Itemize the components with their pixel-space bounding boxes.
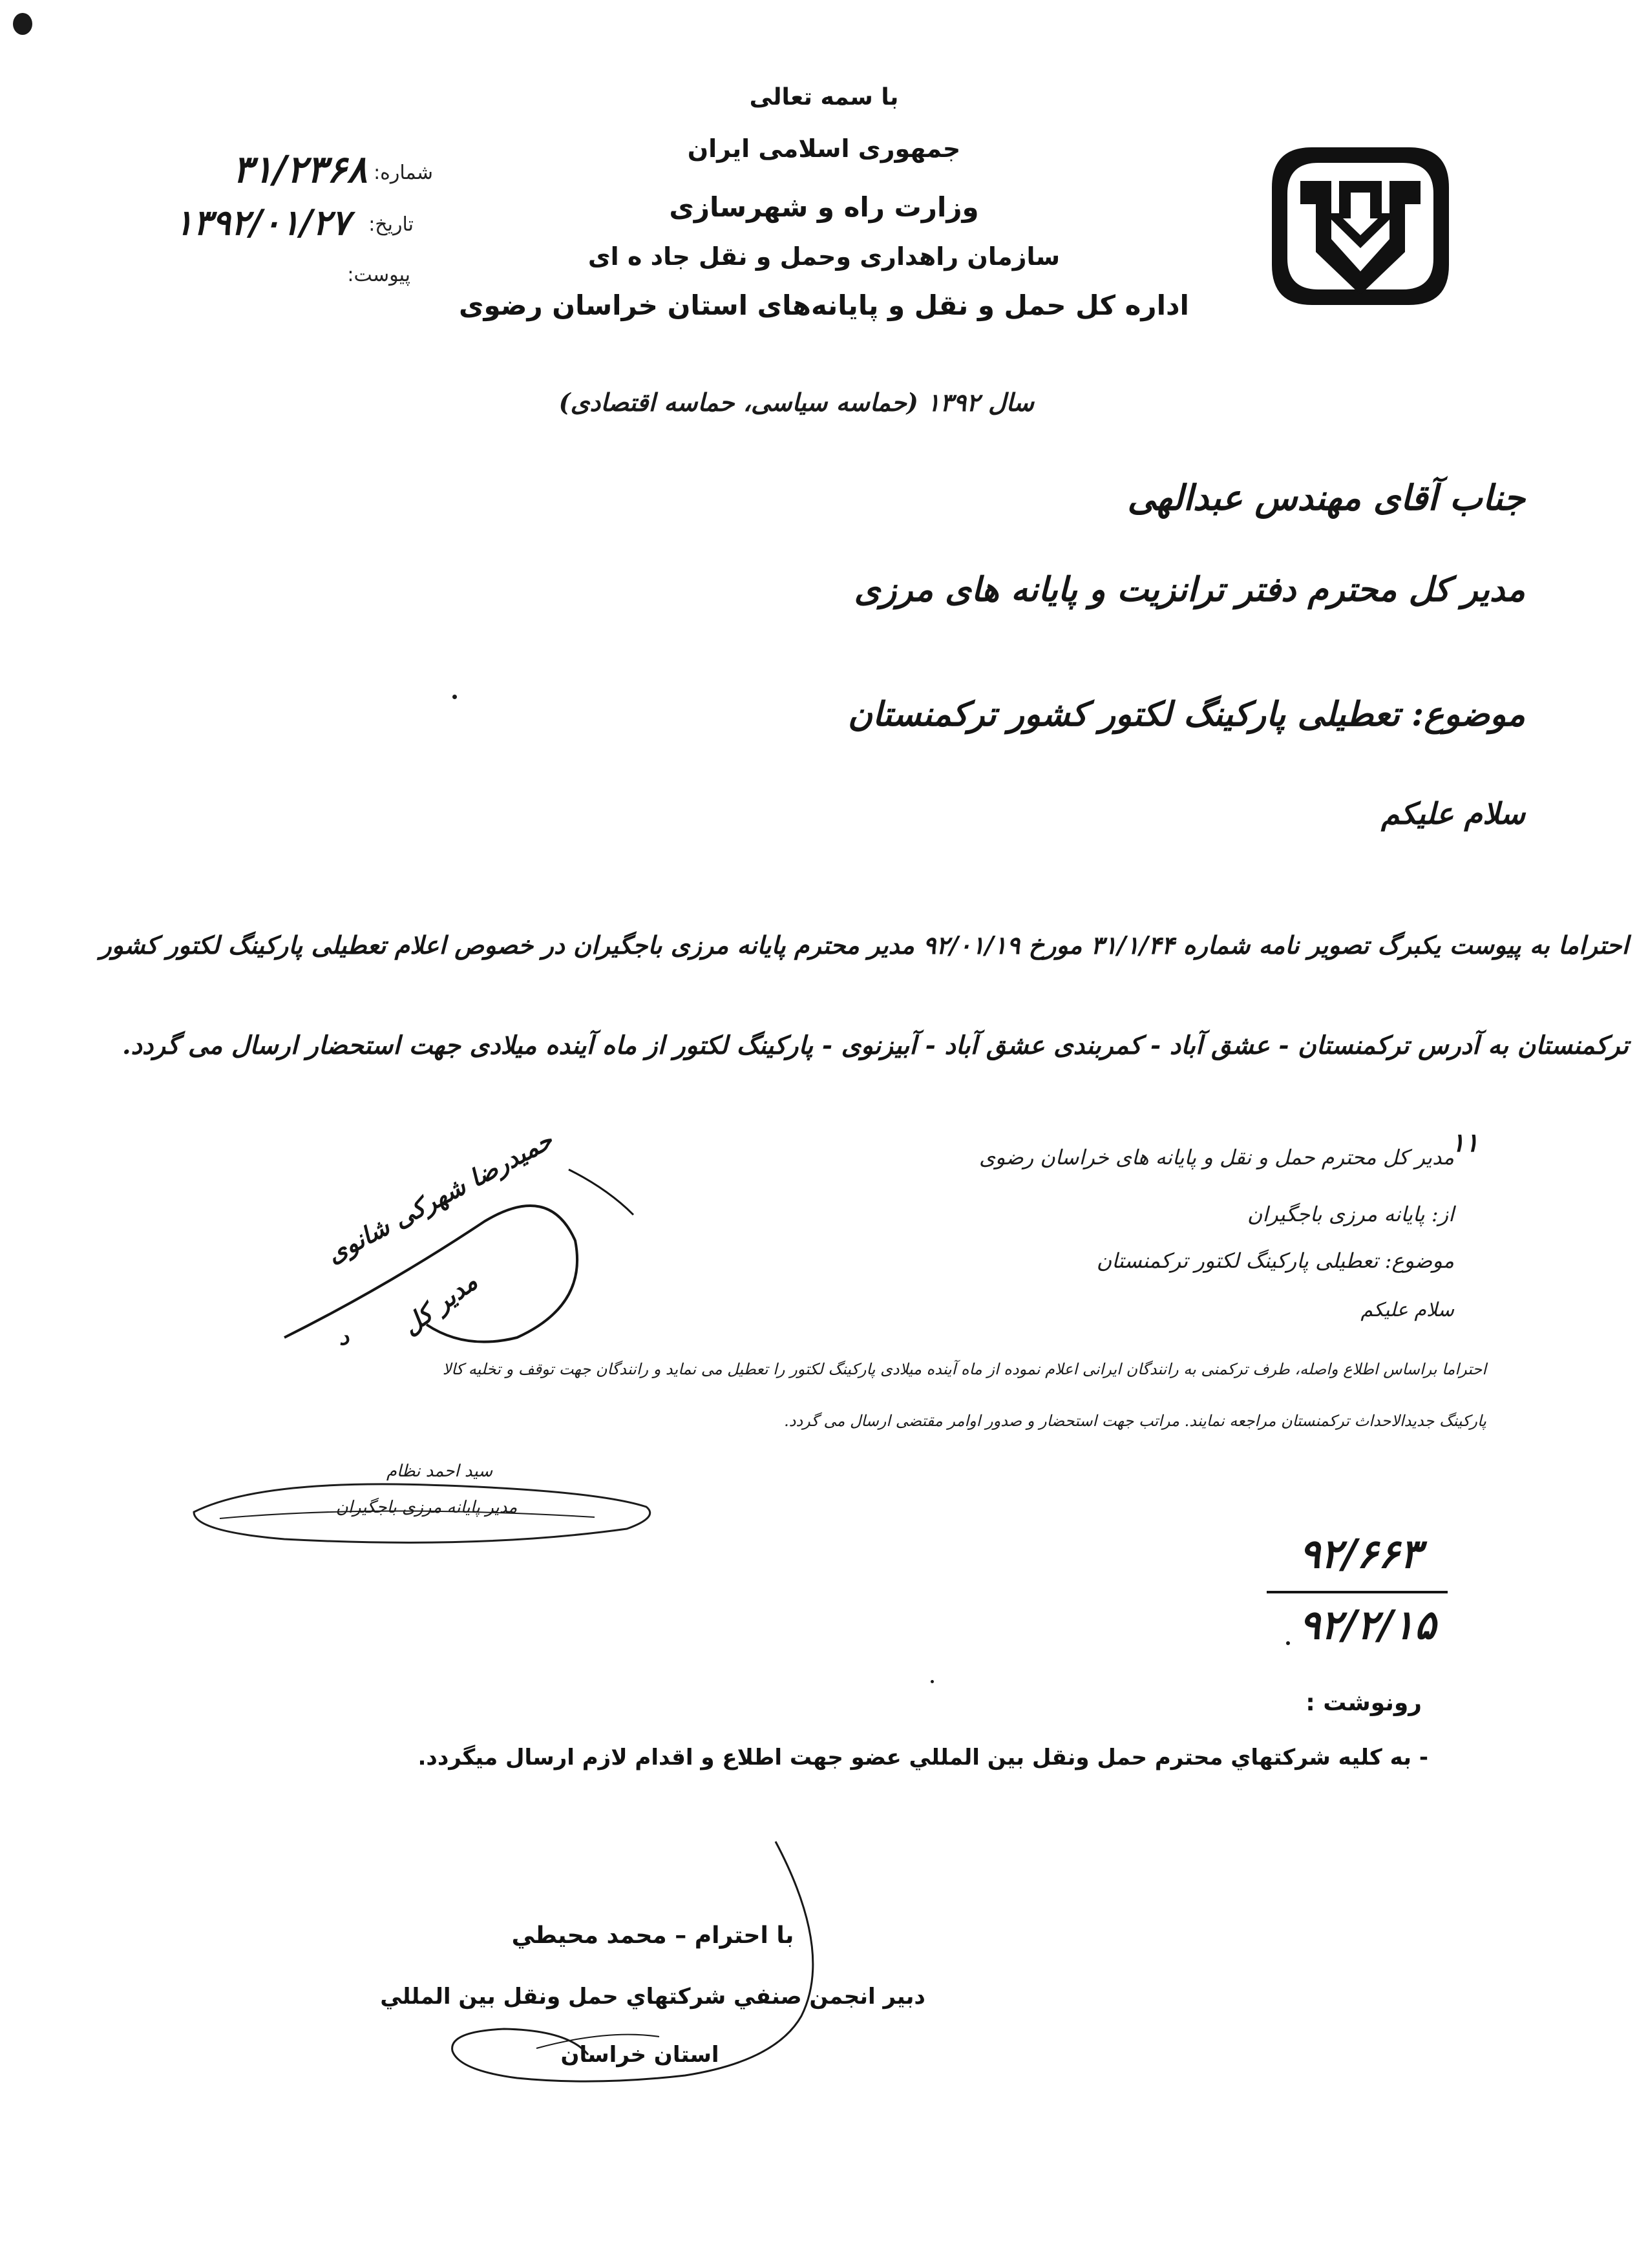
director-signature-stroke: [271, 1144, 659, 1363]
subject-line: موضوع: تعطیلی پارکینگ لکتور کشور ترکمنستان: [847, 695, 1525, 734]
addressee: جناب آقای مهندس عبدالهی: [1127, 477, 1525, 518]
year-slogan: سال ۱۳۹۲ (حماسه سیاسی، حماسه اقتصادی): [558, 388, 1034, 417]
closing-signature-stroke: [439, 1835, 853, 2106]
annex-from: از: پایانه مرزی باجگیران: [1247, 1202, 1454, 1226]
scan-speck: [13, 13, 32, 35]
annex-addressee: مدیر کل محترم حمل و نقل و پایانه های خراسان رضوی: [979, 1145, 1454, 1170]
registration-divider: [1267, 1591, 1448, 1593]
cc-line: - به کلیه شرکتهاي محترم حمل ونقل بین المللي عضو جهت اطلاع و اقدام لازم ارسال میگردد.: [417, 1745, 1428, 1770]
director-initial: د: [339, 1325, 350, 1350]
cc-label: رونوشت :: [1305, 1690, 1422, 1716]
scan-speck: [1286, 1641, 1290, 1645]
body-paragraph-line-2: ترکمنستان به آدرس ترکمنستان - عشق آباد - کمربندی عشق آباد - آبیزنوی - پارکینگ لکتور از ماه آینده میلادی جهت استحضار ارسال می گردد.: [121, 1031, 1629, 1060]
registration-number: ۹۲/۶۶۳: [1299, 1530, 1422, 1577]
date-label: تاریخ:: [368, 213, 414, 236]
closing-line-1: با احترام – محمد محیطي: [511, 1922, 794, 1949]
date-value: ۱۳۹۲/۰۱/۲۷: [174, 202, 350, 243]
number-label: شماره:: [374, 162, 433, 184]
body-paragraph-line-1: احتراما به پیوست یکبرگ تصویر نامه شماره ۳۱/۱/۴۴ مورخ ۹۲/۰۱/۱۹ مدیر محترم پایانه مرزی باجگیران در خصوص اعلام تعطیلی پارکینگ لکتور کشور: [100, 930, 1629, 960]
header-department: اداره کل حمل و نقل و پایانه‌های استان خراسان رضوی: [459, 289, 1189, 321]
number-value: ۳۱/۲۳۶۸: [233, 147, 368, 191]
ministry-logo-icon: [1267, 142, 1454, 310]
greeting: سلام علیکم: [1380, 796, 1525, 831]
annex-signer-name: سید احمد نظام: [386, 1462, 493, 1481]
scan-speck: [931, 1680, 934, 1683]
annex-subject: موضوع: تعطیلی پارکینگ لکتور ترکمنستان: [1096, 1248, 1454, 1273]
header-ministry: وزارت راه و شهرسازی: [669, 191, 979, 223]
addressee-title: مدیر کل محترم دفتر ترانزیت و پایانه های مرزی: [854, 570, 1525, 609]
annex-body-line-2: پارکینگ جدیدالاحداث ترکمنستان مراجعه نمایند. مراتب جهت استحضار و صدور اوامر مقتضی ارسال می گردد.: [784, 1412, 1486, 1430]
registration-date: ۹۲/۲/۱۵: [1299, 1601, 1436, 1648]
annex-body-line-1: احتراما براساس اطلاع واصله، طرف ترکمنی به رانندگان ایرانی اعلام نموده از ماه آینده میلادی پارکینگ لکتور را تعطیل می نماید و رانندگان جهت توقف و تخلیه کالا: [442, 1360, 1486, 1378]
closing-line-3: استان خراسان: [560, 2042, 719, 2068]
closing-line-2: دبیر انجمن صنفي شرکتهاي حمل ونقل بین المللي: [380, 1984, 925, 2010]
header-country: جمهوری اسلامی ایران: [687, 134, 961, 163]
header-invocation: با سمه تعالی: [749, 84, 899, 110]
header-organization: سازمان راهداری وحمل و نقل جاد ه ای: [587, 242, 1061, 271]
annex-signature-stroke: [181, 1467, 659, 1551]
attachment-label: پیوست:: [347, 264, 410, 286]
director-signer-title: مدیر کل: [396, 1266, 483, 1341]
annex-page-mark: ۱۱: [1451, 1128, 1479, 1158]
annex-signer-title: مدیر پایانه مرزی باجگیران: [335, 1498, 518, 1517]
director-signer-name: حمیدرضا شهرکی شانوی: [321, 1125, 558, 1269]
annex-greeting: سلام علیکم: [1360, 1299, 1454, 1321]
scan-speck: [452, 695, 457, 699]
